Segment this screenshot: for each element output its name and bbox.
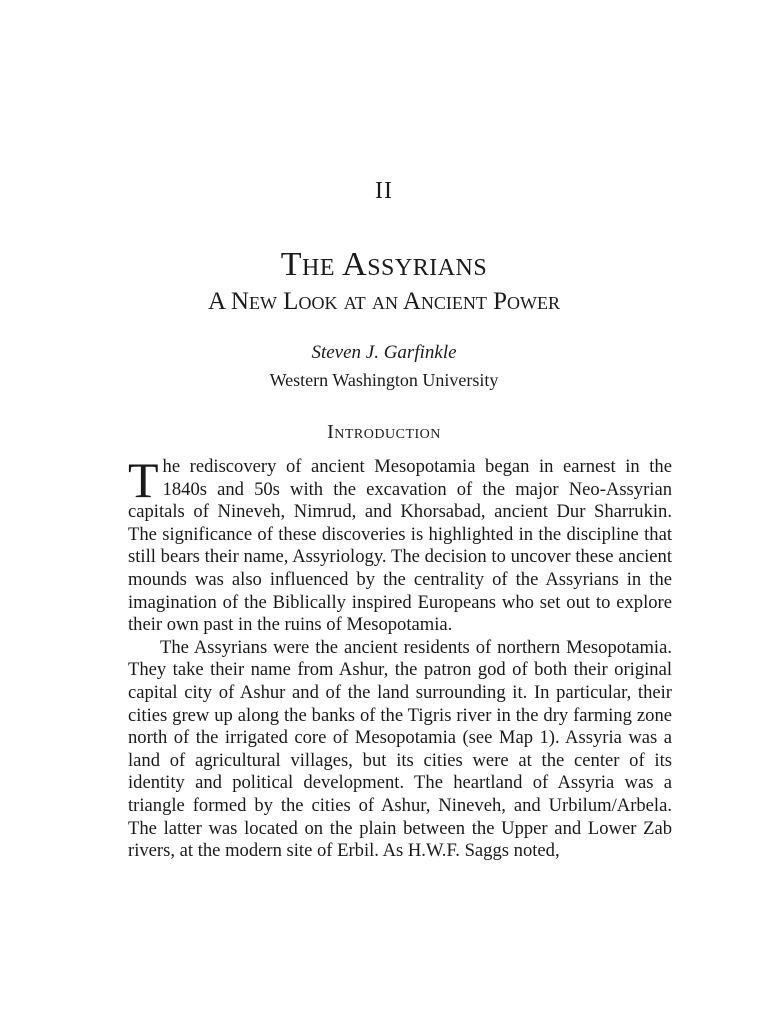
drop-cap: T <box>128 452 159 508</box>
chapter-subtitle: A New Look at an Ancient Power <box>207 288 561 315</box>
body-text <box>128 452 672 863</box>
paragraph-1-text: he rediscovery of ancient Mesopotamia began in earnest in the 1840s and 50s with the excavation of the major Neo-Assyrian capitals of Nineveh, Nimrud, and Khorsabad, ancient Dur Sharrukin. The significance of these discoveries is highlighted in the discipline that still bears their name, Assyriology. The decision to uncover these ancient mounds was also influenced by the centrality of the Assyrians in the imagination of the Biblically inspired Europeans who set out to explore their own past in the ruins of Mesopotamia. <box>128 456 672 636</box>
paragraph-2: The Assyrians were the ancient residents of northern Mesopotamia. They take their name from Ashur, the patron god of both their original capital city of Ashur and of the land surrounding it. In particular, their cities grew up along the banks of the Tigris river in the dry farming zone north of the irrigated core of Mesopotamia (see Map 1). Assyria was a land of agricultural villages, but its cities were at the center of its identity and political development. The heartland of Assyria was a triangle formed by the cities of Ashur, Nineveh, and Urbilum/Arbela. The latter was located on the plain between the Upper and Lower Zab rivers, at the modern site of Erbil. As H.W.F. Saggs noted, <box>128 636 672 862</box>
section-heading: Introduction <box>327 421 441 443</box>
author-name: Steven J. Garfinkle <box>311 342 457 363</box>
chapter-number: II <box>375 178 393 204</box>
paragraph-1 <box>128 452 672 637</box>
author-affiliation: Western Washington University <box>269 370 499 390</box>
chapter-title: The Assyrians <box>280 246 488 283</box>
